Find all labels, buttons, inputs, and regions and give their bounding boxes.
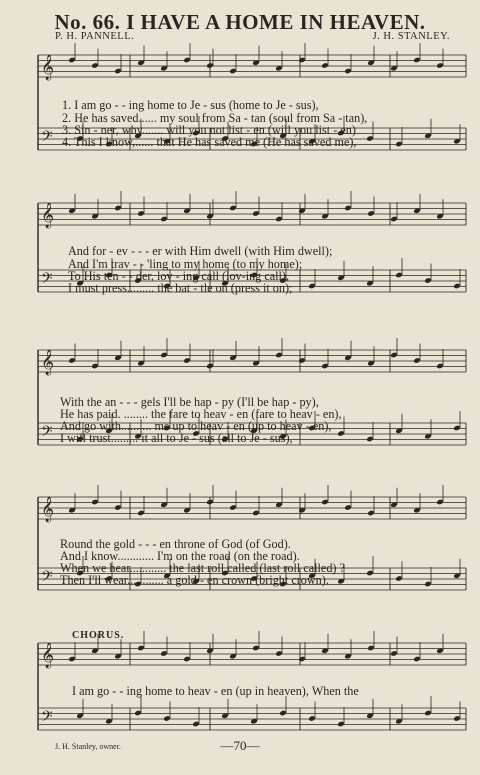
treble-clef-icon: 𝄞 xyxy=(41,350,55,375)
lyric-line: 2. He has saved...... my soul from Sa - tan (soul from Sa - tan), xyxy=(62,111,368,125)
treble-clef-icon: 𝄞 xyxy=(41,203,55,228)
bass-clef-icon: 𝄢 xyxy=(41,708,53,729)
treble-clef-icon: 𝄞 xyxy=(41,643,55,668)
bass-clef-icon: 𝄢 xyxy=(41,423,53,444)
page-number: —70— xyxy=(220,738,260,753)
hymn-title: No. 66. I HAVE A HOME IN HEAVEN. xyxy=(54,10,426,34)
lyric-line: And I know............ I'm on the road (on the road). xyxy=(60,549,300,563)
lyric-line: I must press......... the bat - tle on (press it on); xyxy=(68,281,293,295)
lyric-line: And I'm trav - - 'ling to my home (to my home); xyxy=(68,257,303,271)
composer-credit: J. H. STANLEY. xyxy=(372,31,450,42)
lyric-line: And go with.......... me up to heav - en (up to heav - en), xyxy=(60,419,332,433)
bass-clef-icon: 𝄢 xyxy=(41,128,53,149)
bass-clef-icon: 𝄢 xyxy=(41,568,53,589)
copyright-owner: J. H. Stanley, owner. xyxy=(55,742,121,751)
lyric-line: And for - ev - - - er with Him dwell (with Him dwell); xyxy=(68,244,333,258)
treble-clef-icon: 𝄞 xyxy=(41,497,55,522)
lyric-line: With the an - - - gels I'll be hap - py (I'll be hap - py), xyxy=(60,395,319,409)
lyric-line: 3. Sin - ner, why....... will you not list - en (will you list - en) xyxy=(62,123,356,137)
lyric-line: 4. This I know,...... that He has saved me (He has saved me), xyxy=(62,135,357,149)
lyric-line: Round the gold - - - en throne of God (of God). xyxy=(60,537,291,551)
lyric-line: He has paid. ........ the fare to heav - en (fare to heav - en), xyxy=(60,407,342,421)
lyric-line: When we hear............ the last roll called (last roll called) ? xyxy=(60,561,345,575)
lyric-line: Then I'll wear............ a gold - en crown (bright crown). xyxy=(60,573,329,587)
bass-clef-icon: 𝄢 xyxy=(41,270,53,291)
author-credit: P. H. PANNELL. xyxy=(55,31,135,42)
chorus-lyric-line: I am go - - ing home to heav - en (up in heaven), When the xyxy=(72,684,359,698)
lyric-line: 1. I am go - - ing home to Je - sus (home to Je - sus), xyxy=(62,98,319,112)
treble-clef-icon: 𝄞 xyxy=(41,55,55,80)
lyric-line: I will trust......... it all to Je - sus (all to Je - sus), xyxy=(60,431,293,445)
lyric-line: To His ten - - der, lov - ing call (lov-ing call), xyxy=(68,269,290,283)
chorus-label: CHORUS. xyxy=(72,630,125,641)
